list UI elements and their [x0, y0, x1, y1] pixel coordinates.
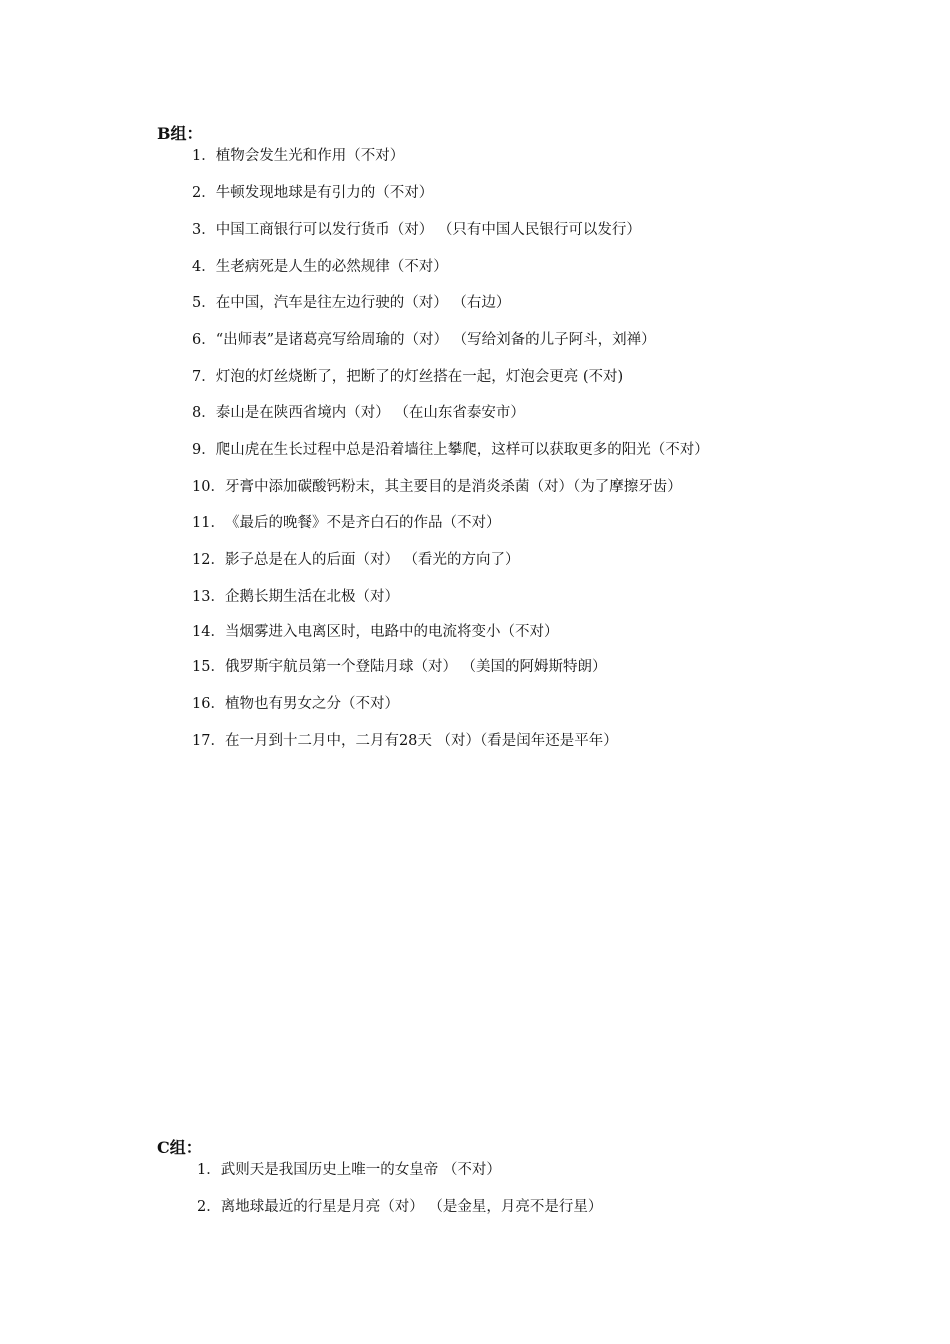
- item-text: 离地球最近的行星是月亮（对） （是金星，月亮不是行星）: [220, 1199, 603, 1215]
- item-number: 6．: [192, 332, 216, 348]
- item-number: 13．: [192, 589, 225, 605]
- item-number: 1．: [197, 1162, 221, 1178]
- item-text: 中国工商银行可以发行货币（对） （只有中国人民银行可以发行）: [215, 222, 641, 238]
- list-item: [192, 657, 607, 677]
- item-number: 2．: [192, 185, 216, 201]
- item-text: 当烟雾进入电离区时，电路中的电流将变小（不对）: [224, 624, 559, 640]
- item-number: 5．: [192, 295, 216, 311]
- section-title: C组：: [157, 1138, 202, 1157]
- item-text: 影子总是在人的后面（对） （看光的方向了）: [224, 552, 520, 568]
- item-text: 牛顿发现地球是有引力的（不对）: [215, 185, 434, 201]
- item-text: 在一月到十二月中，二月有28天 （对）（看是闰年还是平年）: [224, 733, 618, 749]
- list-item: [192, 257, 448, 277]
- item-number: 11．: [192, 515, 225, 531]
- item-text: 植物会发生光和作用（不对）: [215, 148, 405, 164]
- item-number: 16．: [192, 696, 225, 712]
- list-item: [192, 403, 525, 423]
- list-item: [192, 367, 623, 387]
- item-text: 企鹅长期生活在北极（对）: [224, 589, 399, 605]
- item-text: 植物也有男女之分（不对）: [224, 696, 399, 712]
- item-number: 17．: [192, 733, 225, 749]
- item-text: 俄罗斯宇航员第一个登陆月球（对） （美国的阿姆斯特朗）: [224, 659, 607, 675]
- item-number: 8．: [192, 405, 216, 421]
- item-number: 9．: [192, 442, 216, 458]
- list-item: [192, 622, 558, 642]
- item-text: 灯泡的灯丝烧断了，把断了的灯丝搭在一起，灯泡会更亮 (不对): [215, 369, 624, 385]
- item-number: 4．: [192, 259, 216, 275]
- list-item: [192, 513, 500, 533]
- item-number: 7．: [192, 369, 216, 385]
- list-item: [192, 220, 641, 240]
- item-number: 15．: [192, 659, 225, 675]
- item-text: 爬山虎在生长过程中总是沿着墙往上攀爬，这样可以获取更多的阳光（不对）: [215, 442, 709, 458]
- list-item: [197, 1197, 602, 1217]
- item-text: 泰山是在陕西省境内（对） （在山东省泰安市）: [215, 405, 525, 421]
- item-text: 武则天是我国历史上唯一的女皇帝 （不对）: [220, 1162, 501, 1178]
- list-item: [192, 587, 399, 607]
- list-item: [192, 694, 399, 714]
- item-number: 1．: [192, 148, 216, 164]
- list-item: [192, 183, 433, 203]
- list-item: [192, 330, 656, 350]
- item-number: 14．: [192, 624, 225, 640]
- list-item: [192, 550, 520, 570]
- item-text: 生老病死是人生的必然规律（不对）: [215, 259, 448, 275]
- list-item: [192, 293, 510, 313]
- list-item: [192, 477, 682, 497]
- item-text: 《最后的晚餐》不是齐白石的作品（不对）: [224, 515, 501, 531]
- item-text: 在中国，汽车是往左边行驶的（对） （右边）: [215, 295, 511, 311]
- item-text: 牙膏中添加碳酸钙粉末，其主要目的是消炎杀菌（对）（为了摩擦牙齿）: [224, 479, 682, 495]
- list-item: [197, 1160, 501, 1180]
- list-item: [192, 440, 709, 460]
- section-title: B组：: [157, 124, 203, 143]
- item-number: 12．: [192, 552, 225, 568]
- item-number: 2．: [197, 1199, 221, 1215]
- list-item: [192, 731, 618, 751]
- item-number: 3．: [192, 222, 216, 238]
- item-number: 10．: [192, 479, 225, 495]
- list-item: [192, 146, 404, 166]
- item-text: “出师表”是诸葛亮写给周瑜的（对） （写给刘备的儿子阿斗，刘禅）: [215, 332, 656, 348]
